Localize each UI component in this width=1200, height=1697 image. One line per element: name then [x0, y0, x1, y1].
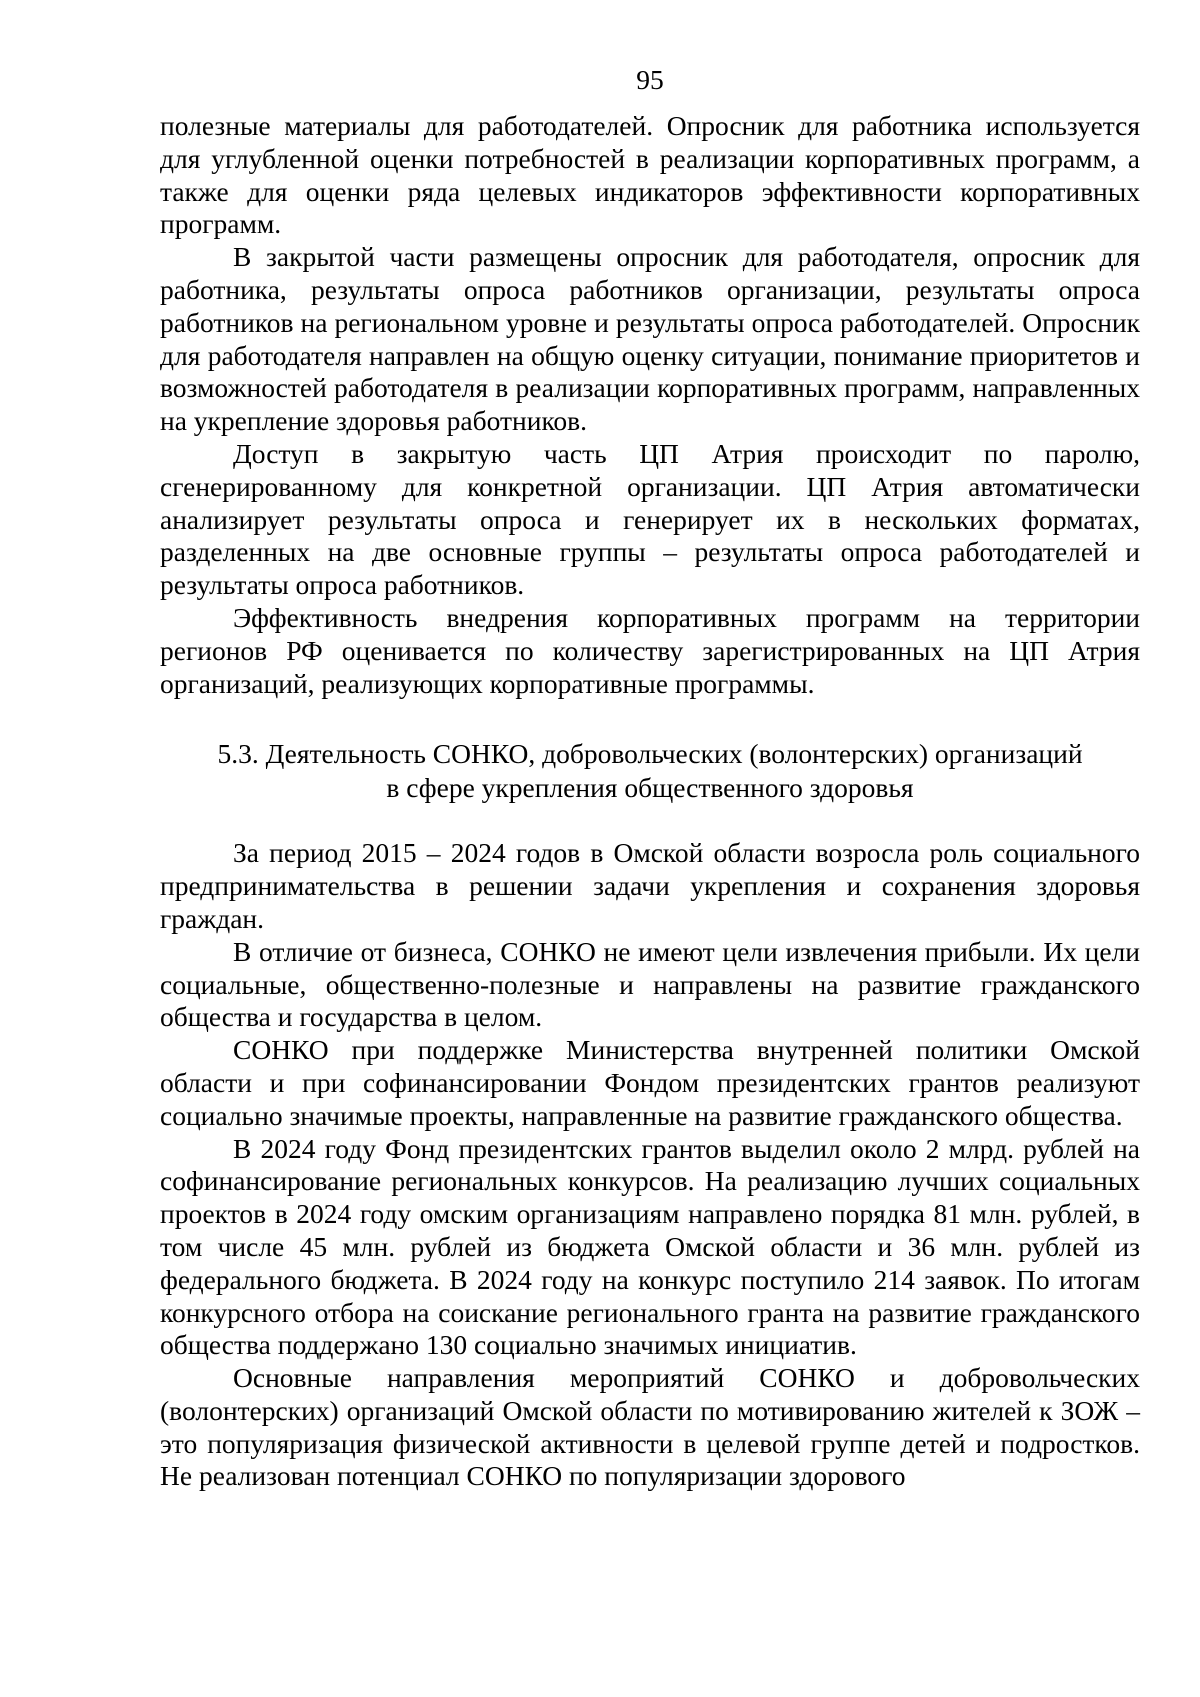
section-heading	[160, 737, 1140, 805]
paragraph-continuation: полезные материалы для работодателей. Опросник для работника используется для углубленной оценки потребностей в реализации корпоративных программ, а также для оценки ряда целевых индикаторов эффективности корпоративных программ.	[160, 110, 1140, 240]
paragraph-closed-part: В закрытой части размещены опросник для работодателя, опросник для работника, результаты опроса работников организации, результаты опроса работников на региональном уровне и результаты опроса работодателей. Опросник для работодателя направлен на общую оценку ситуации, понимание приоритетов и возможностей работодателя в реализации корпоративных программ, направленных на укрепление здоровья работников.	[160, 241, 1140, 437]
paragraph-efficiency: Эффективность внедрения корпоративных программ на территории регионов РФ оценивается по количеству зарегистрированных на ЦП Атрия организаций, реализующих корпоративные программы.	[160, 601, 1140, 699]
section-heading-line-1: 5.3. Деятельность СОНКО, добровольческих (волонтерских) организаций	[217, 738, 1083, 770]
paragraph-grants: В 2024 году Фонд президентских грантов выделил около 2 млрд. рублей на софинансирование региональных конкурсов. На реализацию лучших социальных проектов в 2024 году омским организациям направлено порядка 81 млн. рублей, в том числе 45 млн. рублей из бюджета Омской области и 36 млн. рублей из федерального бюджета. В 2024 году на конкурс поступило 214 заявок. По итогам конкурсного отбора на соискание регионального гранта на развитие гражданского общества поддержано 130 социально значимых инициатив.	[160, 1132, 1140, 1361]
paragraph-access: Доступ в закрытую часть ЦП Атрия происходит по паролю, сгенерированному для конкретной организации. ЦП Атрия автоматически анализирует результаты опроса и генерирует их в нескольких форматах, разделенных на две основные группы – результаты опроса работодателей и результаты опроса работников.	[160, 437, 1140, 601]
section-heading-line-2: в сфере укрепления общественного здоровья	[386, 772, 914, 804]
paragraph-directions: Основные направления мероприятий СОНКО и добровольческих (волонтерских) организаций Омской области по мотивированию жителей к ЗОЖ – это популяризация физической активности в целевой группе детей и подростков. Не реализован потенциал СОНКО по популяризации здорового	[160, 1362, 1140, 1492]
paragraph-support: СОНКО при поддержке Министерства внутренней политики Омской области и при софинансировании Фондом президентских грантов реализуют социально значимые проекты, направленные на развитие гражданского общества.	[160, 1034, 1140, 1131]
paragraph-period: За период 2015 – 2024 годов в Омской области возросла роль социального предпринимательства в решении задачи укрепления и сохранения здоровья граждан.	[160, 837, 1140, 934]
paragraph-difference: В отличие от бизнеса, СОНКО не имеют цели извлечения прибыли. Их цели социальные, общественно-полезные и направлены на развитие гражданского общества и государства в целом.	[160, 935, 1140, 1033]
page-number: 95	[636, 64, 664, 95]
document-page	[160, 64, 1140, 1493]
